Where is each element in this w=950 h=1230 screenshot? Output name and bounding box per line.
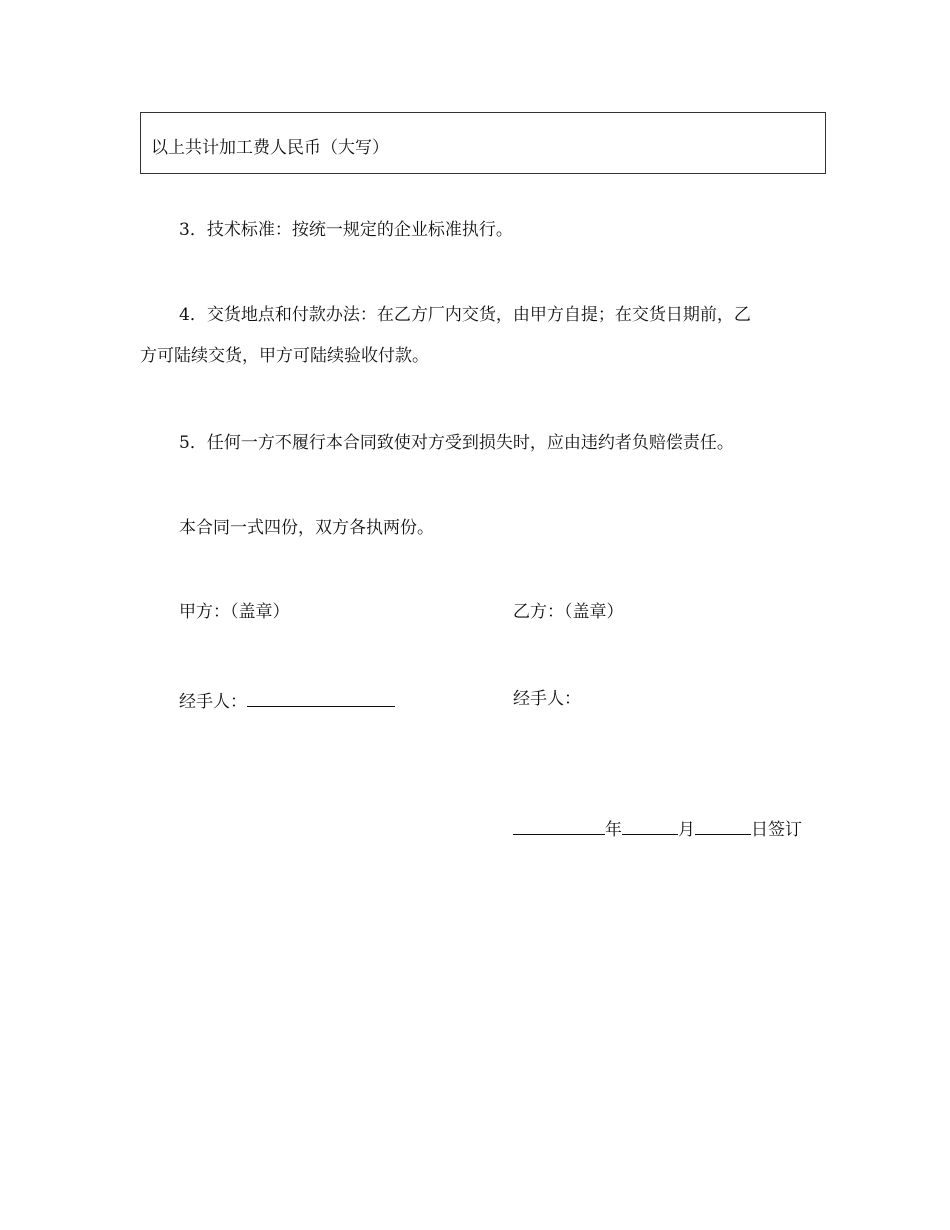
month-blank	[622, 816, 678, 835]
day-blank	[695, 816, 751, 835]
party-b-handler-label: 经手人：	[513, 689, 581, 709]
total-fee-box	[140, 112, 826, 174]
party-b-handler	[513, 688, 581, 710]
day-label: 日签订	[751, 820, 802, 840]
clause-4-line-1: 4．交货地点和付款办法：在乙方厂内交货，由甲方自提；在交货日期前，乙	[179, 305, 751, 325]
clause-3: 3．技术标准：按统一规定的企业标准执行。	[179, 220, 513, 240]
party-a-handler-blank	[247, 688, 395, 707]
year-blank	[513, 816, 605, 835]
party-a-handler	[179, 688, 395, 713]
clause-5: 5．任何一方不履行本合同致使对方受到损失时，应由违约者负赔偿责任。	[179, 433, 734, 453]
party-a-seal-label: 甲方：（盖章）	[179, 602, 290, 622]
year-label: 年	[605, 820, 622, 840]
signing-date	[513, 816, 802, 841]
total-fee-label: 以上共计加工费人民币（大写）	[151, 138, 389, 158]
party-b-seal-label: 乙方：（盖章）	[513, 602, 624, 622]
party-a-handler-label: 经手人：	[179, 692, 247, 712]
copies-clause: 本合同一式四份，双方各执两份。	[179, 518, 434, 538]
clause-4-line-2: 方可陆续交货，甲方可陆续验收付款。	[140, 346, 429, 366]
month-label: 月	[678, 820, 695, 840]
